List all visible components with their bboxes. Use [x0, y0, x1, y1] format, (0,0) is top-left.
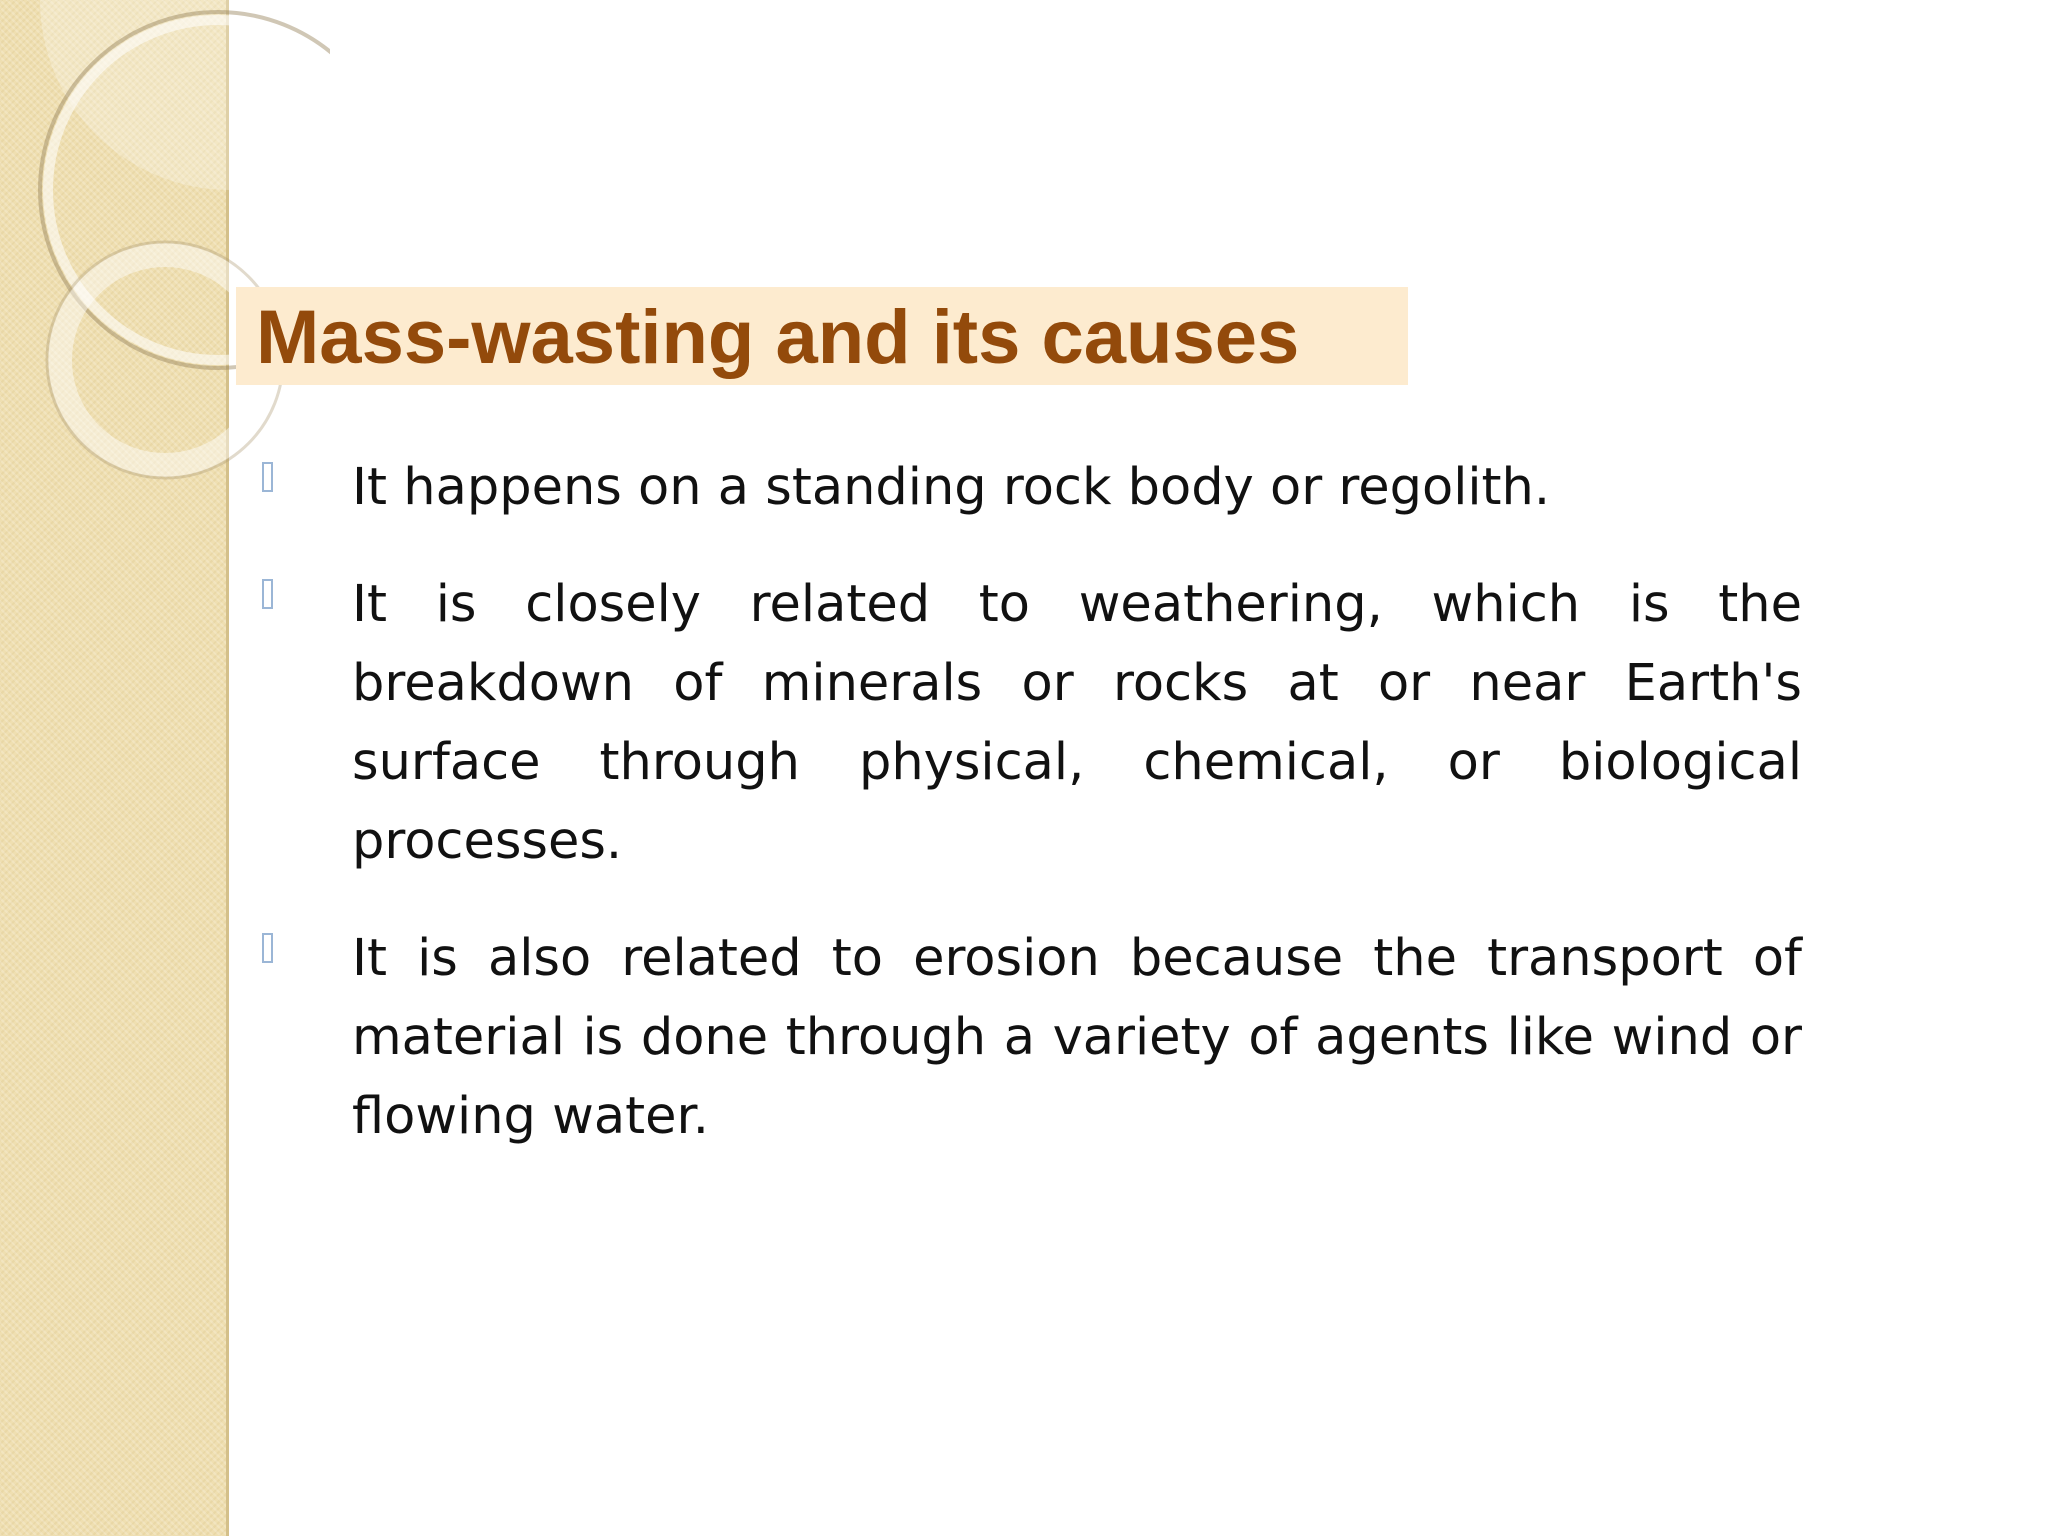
- decorative-rings: [0, 0, 330, 520]
- bullet-marker-icon: [262, 579, 273, 609]
- bullet-item: [262, 448, 1802, 527]
- bullet-text: It is also related to erosion because the transport of material is done through a variety of agents like wind or flowing water.: [352, 929, 1802, 1146]
- bullet-text: It happens on a standing rock body or regolith.: [352, 458, 1551, 517]
- bullet-marker-icon: [262, 933, 273, 963]
- bullet-list: [262, 448, 1802, 1194]
- decorative-disc: [40, 0, 330, 190]
- bullet-item: [262, 919, 1802, 1156]
- bullet-marker-icon: [262, 462, 273, 492]
- slide-title: Mass-wasting and its causes: [256, 295, 1300, 380]
- bullet-text: It is closely related to weathering, which is the breakdown of minerals or rocks at or near Earth's surface through physical, chemical, or biological processes.: [352, 575, 1802, 871]
- bullet-item: [262, 565, 1802, 881]
